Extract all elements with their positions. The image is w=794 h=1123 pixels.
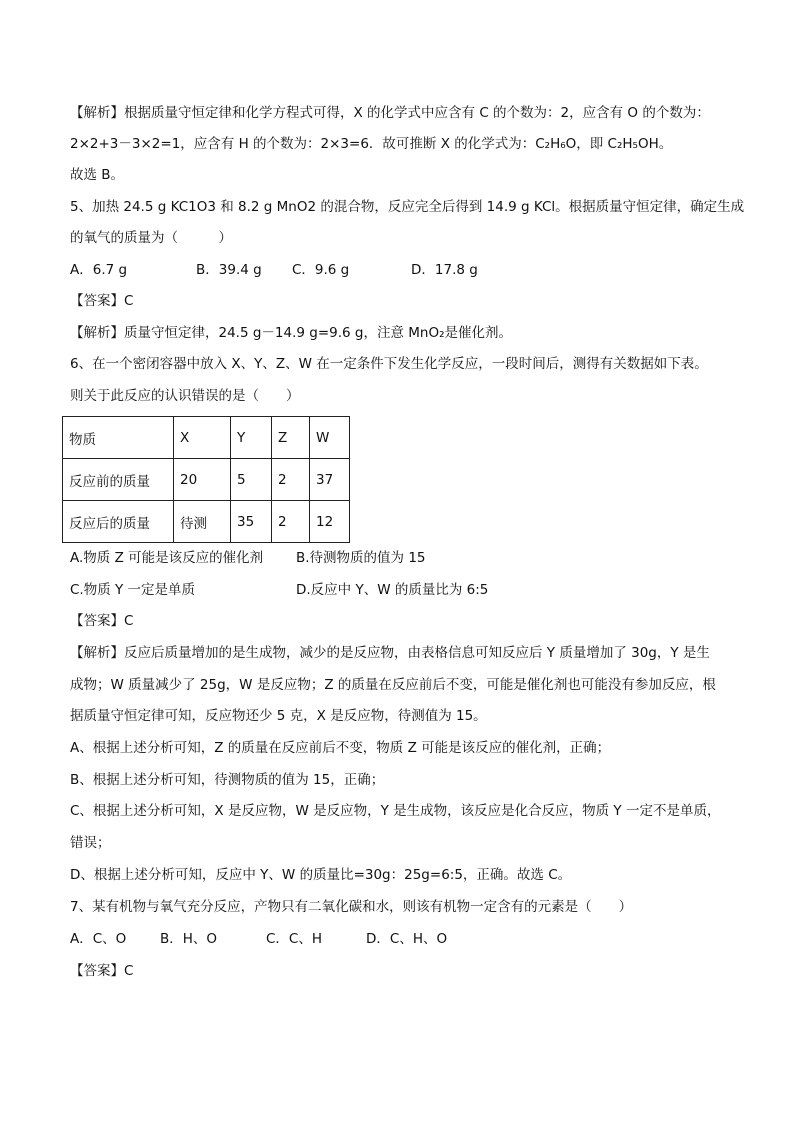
question-6-line-1: 6、在一个密闭容器中放入 X、Y、Z、W 在一定条件下发生化学反应，一段时间后，测得有关数据如下表。 [70,356,708,372]
answer-7: 【答案】C [70,963,134,979]
analysis-6-line-5: B、根据上述分析可知，待测物质的值为 15，正确； [70,772,385,788]
analysis-6-line-6: C、根据上述分析可知，X 是反应物，W 是反应物，Y 是生成物，该反应是化合反应，物质 Y 一定不是单质， [70,803,721,819]
table-cell: 35 [231,501,272,543]
table-cell: 反应后的质量 [63,501,174,543]
q6-option-c: C.物质 Y 一定是单质 [70,582,196,598]
q5-option-b: B．39.4 g [196,262,262,278]
table-cell: 待测 [174,501,231,543]
table-cell: X [174,417,231,459]
table-header-row [63,417,350,459]
q6-option-a: A.物质 Z 可能是该反应的催化剂 [70,550,264,566]
table-cell: 2 [272,459,310,501]
table-cell: 20 [174,459,231,501]
table-cell: 5 [231,459,272,501]
analysis-6-line-1: 【解析】反应后质量增加的是生成物，减少的是反应物，由表格信息可知反应后 Y 质量增加了 30g，Y 是生 [70,645,710,661]
q5-option-d: D．17.8 g [411,262,478,278]
analysis-line-1: 【解析】根据质量守恒定律和化学方程式可得，X 的化学式中应含有 C 的个数为：2，应含有 O 的个数为： [70,105,710,121]
table-cell: 37 [310,459,350,501]
q7-option-a: A．C、O [70,931,127,947]
analysis-5: 【解析】质量守恒定律，24.5 g－14.9 g=9.6 g，注意 MnO₂是催化剂。 [70,325,513,341]
table-cell: W [310,417,350,459]
question-5-line-1: 5、加热 24.5 g KC1O3 和 8.2 g MnO2 的混合物，反应完全后得到 14.9 g KCl。根据质量守恒定律，确定生成 [70,199,745,215]
analysis-6-line-3: 据质量守恒定律可知，反应物还少 5 克，X 是反应物，待测值为 15。 [70,708,487,724]
analysis-line-3: 故选 B。 [70,167,125,183]
analysis-6-line-7: 错误； [70,835,111,851]
q7-option-d: D．C、H、O [366,931,448,947]
table-cell: 12 [310,501,350,543]
q6-option-b: B.待测物质的值为 15 [296,550,426,566]
table-cell: 反应前的质量 [63,459,174,501]
table-row [63,459,350,501]
question-5-line-2: 的氧气的质量为（ ） [70,230,232,246]
q7-option-c: C．C、H [266,931,323,947]
table-cell: Z [272,417,310,459]
q5-option-c: C．9.6 g [292,262,350,278]
q5-option-a: A．6.7 g [70,262,128,278]
q6-option-d: D.反应中 Y、W 的质量比为 6:5 [296,582,489,598]
analysis-6-line-2: 成物；W 质量减少了 25g，W 是反应物；Z 的质量在反应前后不变，可能是催化剂也可能没有参加反应，根 [70,677,716,693]
data-table [62,416,350,543]
question-7: 7、某有机物与氧气充分反应，产物只有二氧化碳和水，则该有机物一定含有的元素是（ ） [70,899,633,915]
answer-5: 【答案】C [70,293,134,309]
table-row [63,501,350,543]
q7-option-b: B．H、O [160,931,218,947]
answer-6: 【答案】C [70,613,134,629]
analysis-6-line-8: D、根据上述分析可知，反应中 Y、W 的质量比=30g：25g=6:5，正确。故选 C。 [70,867,572,883]
table-cell: Y [231,417,272,459]
analysis-6-line-4: A、根据上述分析可知，Z 的质量在反应前后不变，物质 Z 可能是该反应的催化剂，正确； [70,740,611,756]
analysis-line-2: 2×2+3－3×2=1，应含有 H 的个数为：2×3=6．故可推断 X 的化学式为：C₂H₆O，即 C₂H₅OH。 [70,136,673,152]
table-cell: 2 [272,501,310,543]
table-cell: 物质 [63,417,174,459]
question-6-line-2: 则关于此反应的认识错误的是（ ） [70,388,300,404]
